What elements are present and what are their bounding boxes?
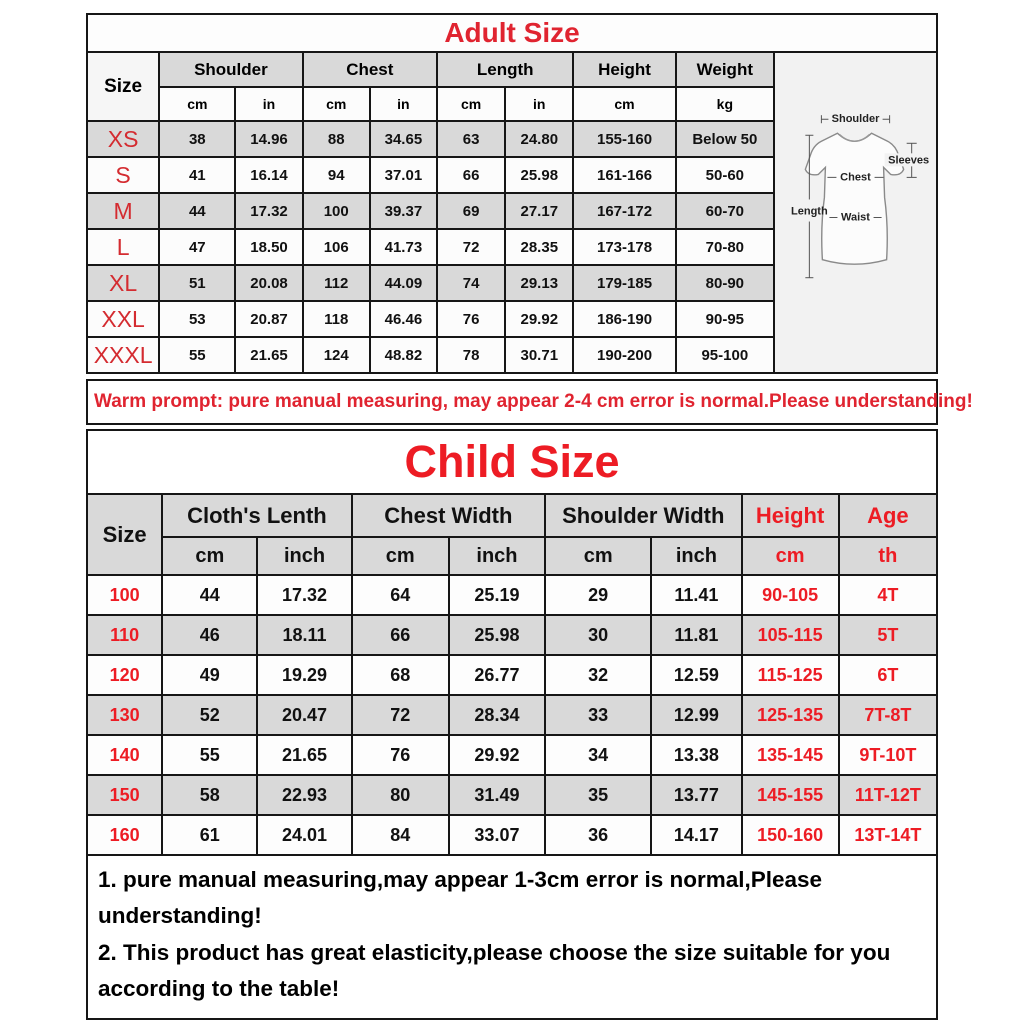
unit-header: inch xyxy=(651,537,741,575)
cell: M xyxy=(87,193,159,229)
cell: 105-115 xyxy=(742,615,839,655)
cell: 80-90 xyxy=(676,265,774,301)
cell: 13.38 xyxy=(651,735,741,775)
cell: 39.37 xyxy=(370,193,437,229)
adult-table-body xyxy=(87,121,774,373)
column-header: Cloth's Lenth xyxy=(162,494,351,537)
table-row xyxy=(87,655,937,695)
cell: 21.65 xyxy=(235,337,302,373)
cell: 34.65 xyxy=(370,121,437,157)
cell: 20.47 xyxy=(257,695,351,735)
cell: 34 xyxy=(545,735,651,775)
cell: 4T xyxy=(839,575,937,615)
cell: 125-135 xyxy=(742,695,839,735)
size-column-header: Size xyxy=(87,52,159,121)
cell: 72 xyxy=(352,695,449,735)
cell: 173-178 xyxy=(573,229,675,265)
length-label: Length xyxy=(790,205,828,218)
cell: 25.98 xyxy=(449,615,545,655)
table-row xyxy=(87,301,774,337)
cell: XXXL xyxy=(87,337,159,373)
unit-header: in xyxy=(370,87,437,121)
cell: 11.41 xyxy=(651,575,741,615)
cell: 179-185 xyxy=(573,265,675,301)
table-row xyxy=(87,121,774,157)
cell: L xyxy=(87,229,159,265)
cell: 26.77 xyxy=(449,655,545,695)
unit-header: cm xyxy=(352,537,449,575)
adult-size-title: Adult Size xyxy=(86,13,938,53)
cell: 76 xyxy=(437,301,505,337)
table-row xyxy=(87,537,937,575)
cell: 17.32 xyxy=(257,575,351,615)
cell: 24.01 xyxy=(257,815,351,855)
child-size-table xyxy=(86,493,938,856)
cell: 49 xyxy=(162,655,257,695)
waist-label: Waist xyxy=(841,211,870,224)
cell: Below 50 xyxy=(676,121,774,157)
warm-prompt-banner: Warm prompt: pure manual measuring, may appear 2-4 cm error is normal.Please understanding! xyxy=(86,379,938,425)
unit-header: cm xyxy=(437,87,505,121)
cell: 135-145 xyxy=(742,735,839,775)
cell: XL xyxy=(87,265,159,301)
cell: 100 xyxy=(303,193,370,229)
cell: 88 xyxy=(303,121,370,157)
table-row xyxy=(87,193,774,229)
cell: 24.80 xyxy=(505,121,573,157)
cell: 155-160 xyxy=(573,121,675,157)
note-line-2: 2. This product has great elasticity,please choose the size suitable for you according to the table! xyxy=(98,939,891,1002)
table-row xyxy=(87,615,937,655)
cell: S xyxy=(87,157,159,193)
cell: 186-190 xyxy=(573,301,675,337)
column-header: Height xyxy=(742,494,839,537)
chest-label: Chest xyxy=(840,171,871,184)
cell: 100 xyxy=(87,575,162,615)
cell: 29.13 xyxy=(505,265,573,301)
cell: 53 xyxy=(159,301,235,337)
unit-header: cm xyxy=(159,87,235,121)
table-row xyxy=(87,695,937,735)
cell: 52 xyxy=(162,695,257,735)
cell: 69 xyxy=(437,193,505,229)
cell: 12.99 xyxy=(651,695,741,735)
cell: 14.96 xyxy=(235,121,302,157)
table-row xyxy=(87,575,937,615)
table-row xyxy=(87,157,774,193)
cell: 44.09 xyxy=(370,265,437,301)
notes-panel xyxy=(86,854,938,1020)
unit-header: th xyxy=(839,537,937,575)
column-header: Age xyxy=(839,494,937,537)
cell: 28.34 xyxy=(449,695,545,735)
cell: 48.82 xyxy=(370,337,437,373)
cell: XXL xyxy=(87,301,159,337)
cell: 29.92 xyxy=(449,735,545,775)
cell: 55 xyxy=(162,735,257,775)
cell: 46 xyxy=(162,615,257,655)
unit-header: kg xyxy=(676,87,774,121)
table-row xyxy=(87,775,937,815)
unit-header: cm xyxy=(545,537,651,575)
cell: 160 xyxy=(87,815,162,855)
cell: 64 xyxy=(352,575,449,615)
cell: 130 xyxy=(87,695,162,735)
table-row xyxy=(87,265,774,301)
cell: 90-105 xyxy=(742,575,839,615)
cell: 44 xyxy=(162,575,257,615)
sleeves-label: Sleeves xyxy=(888,154,930,167)
cell: 150-160 xyxy=(742,815,839,855)
column-header: Shoulder Width xyxy=(545,494,741,537)
unit-header: cm xyxy=(573,87,675,121)
cell: 66 xyxy=(352,615,449,655)
cell: 47 xyxy=(159,229,235,265)
cell: 25.19 xyxy=(449,575,545,615)
cell: 17.32 xyxy=(235,193,302,229)
cell: 6T xyxy=(839,655,937,695)
cell: 74 xyxy=(437,265,505,301)
cell: 72 xyxy=(437,229,505,265)
cell: 94 xyxy=(303,157,370,193)
cell: 167-172 xyxy=(573,193,675,229)
cell: 58 xyxy=(162,775,257,815)
cell: 112 xyxy=(303,265,370,301)
unit-header: inch xyxy=(449,537,545,575)
column-header: Chest Width xyxy=(352,494,545,537)
cell: 76 xyxy=(352,735,449,775)
cell: 78 xyxy=(437,337,505,373)
cell: 70-80 xyxy=(676,229,774,265)
cell: 22.93 xyxy=(257,775,351,815)
table-row xyxy=(87,229,774,265)
tshirt-diagram-panel xyxy=(773,51,938,374)
adult-section xyxy=(86,51,938,374)
table-row xyxy=(87,87,774,121)
size-column-header: Size xyxy=(87,494,162,575)
cell: 19.29 xyxy=(257,655,351,695)
adult-size-table xyxy=(86,51,775,374)
unit-header: cm xyxy=(162,537,257,575)
cell: 35 xyxy=(545,775,651,815)
cell: 68 xyxy=(352,655,449,695)
cell: 18.11 xyxy=(257,615,351,655)
cell: 31.49 xyxy=(449,775,545,815)
cell: 124 xyxy=(303,337,370,373)
cell: 51 xyxy=(159,265,235,301)
cell: 55 xyxy=(159,337,235,373)
unit-header: in xyxy=(505,87,573,121)
cell: 13T-14T xyxy=(839,815,937,855)
cell: 80 xyxy=(352,775,449,815)
cell: 61 xyxy=(162,815,257,855)
content-area xyxy=(86,13,973,1020)
cell: 12.59 xyxy=(651,655,741,695)
cell: 27.17 xyxy=(505,193,573,229)
cell: 33 xyxy=(545,695,651,735)
child-table-body xyxy=(87,575,937,855)
cell: XS xyxy=(87,121,159,157)
cell: 63 xyxy=(437,121,505,157)
cell: 14.17 xyxy=(651,815,741,855)
tshirt-outline xyxy=(805,133,903,264)
column-header: Shoulder xyxy=(159,52,302,87)
table-row xyxy=(87,815,937,855)
column-header: Weight xyxy=(676,52,774,87)
cell: 44 xyxy=(159,193,235,229)
cell: 106 xyxy=(303,229,370,265)
cell: 20.08 xyxy=(235,265,302,301)
tshirt-diagram xyxy=(775,53,936,372)
unit-header: cm xyxy=(303,87,370,121)
cell: 37.01 xyxy=(370,157,437,193)
cell: 118 xyxy=(303,301,370,337)
table-row xyxy=(87,337,774,373)
cell: 13.77 xyxy=(651,775,741,815)
unit-header: in xyxy=(235,87,302,121)
cell: 50-60 xyxy=(676,157,774,193)
cell: 38 xyxy=(159,121,235,157)
table-row xyxy=(87,52,774,87)
table-row xyxy=(87,735,937,775)
cell: 90-95 xyxy=(676,301,774,337)
child-size-title: Child Size xyxy=(86,429,938,495)
cell: 150 xyxy=(87,775,162,815)
cell: 18.50 xyxy=(235,229,302,265)
cell: 7T-8T xyxy=(839,695,937,735)
cell: 120 xyxy=(87,655,162,695)
cell: 29 xyxy=(545,575,651,615)
cell: 36 xyxy=(545,815,651,855)
cell: 29.92 xyxy=(505,301,573,337)
cell: 46.46 xyxy=(370,301,437,337)
cell: 41.73 xyxy=(370,229,437,265)
cell: 110 xyxy=(87,615,162,655)
cell: 190-200 xyxy=(573,337,675,373)
cell: 21.65 xyxy=(257,735,351,775)
cell: 16.14 xyxy=(235,157,302,193)
cell: 11T-12T xyxy=(839,775,937,815)
table-row xyxy=(87,494,937,537)
cell: 95-100 xyxy=(676,337,774,373)
dimension-lines xyxy=(791,112,934,278)
cell: 25.98 xyxy=(505,157,573,193)
cell: 41 xyxy=(159,157,235,193)
cell: 28.35 xyxy=(505,229,573,265)
unit-header: inch xyxy=(257,537,351,575)
cell: 5T xyxy=(839,615,937,655)
column-header: Chest xyxy=(303,52,437,87)
cell: 9T-10T xyxy=(839,735,937,775)
cell: 30 xyxy=(545,615,651,655)
cell: 60-70 xyxy=(676,193,774,229)
cell: 115-125 xyxy=(742,655,839,695)
column-header: Height xyxy=(573,52,675,87)
cell: 161-166 xyxy=(573,157,675,193)
unit-header: cm xyxy=(742,537,839,575)
cell: 20.87 xyxy=(235,301,302,337)
cell: 32 xyxy=(545,655,651,695)
shoulder-label: Shoulder xyxy=(831,113,880,126)
note-line-1: 1. pure manual measuring,may appear 1-3cm error is normal,Please understanding! xyxy=(98,867,823,929)
cell: 140 xyxy=(87,735,162,775)
cell: 66 xyxy=(437,157,505,193)
cell: 84 xyxy=(352,815,449,855)
cell: 30.71 xyxy=(505,337,573,373)
cell: 145-155 xyxy=(742,775,839,815)
cell: 33.07 xyxy=(449,815,545,855)
cell: 11.81 xyxy=(651,615,741,655)
column-header: Length xyxy=(437,52,573,87)
